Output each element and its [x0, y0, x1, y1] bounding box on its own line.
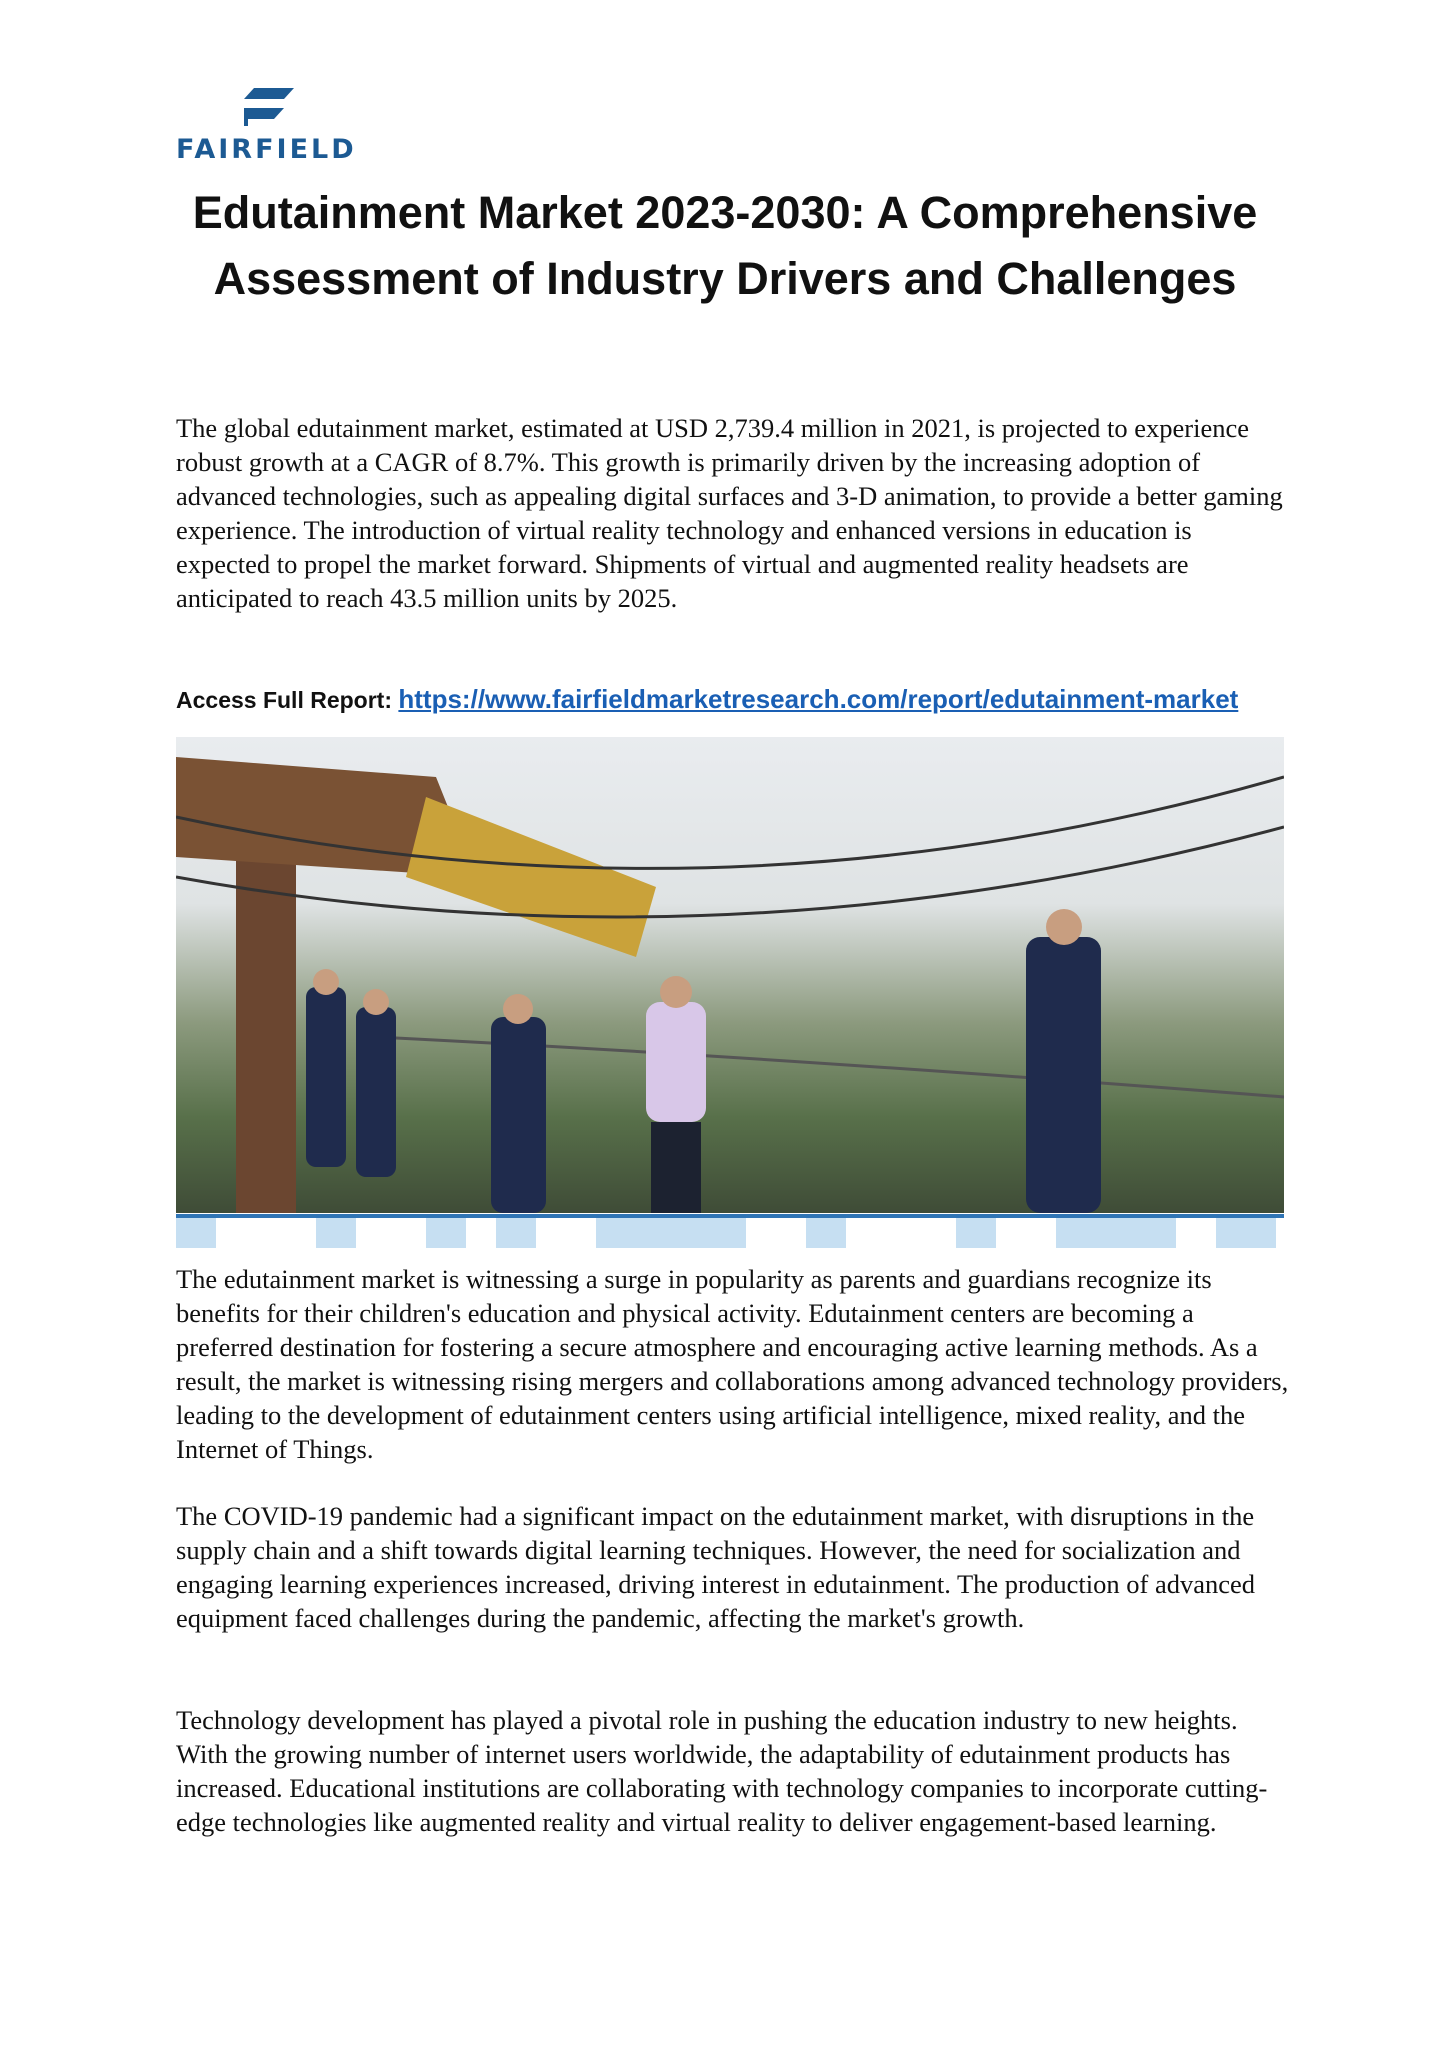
fairfield-logo [176, 84, 376, 164]
photo-illustration [176, 737, 1284, 1213]
covid-paragraph: The COVID-19 pandemic had a significant impact on the edutainment market, with disruptions in the supply chain and a shift towards digital learning techniques. However, the need for socialization and engaging learning experiences increased, driving interest in edutainment. The production of advanced equipment faced challenges during the pandemic, affecting the market's growth. [176, 1501, 1255, 1633]
kids-ropes-course-photo [176, 737, 1284, 1213]
page-title: Edutainment Market 2023-2030: A Comprehensive Assessment of Industry Drivers and Challenges [192, 187, 1258, 304]
fairfield-logo-icon [176, 84, 376, 134]
report-link[interactable]: https://www.fairfieldmarketresearch.com/report/edutainment-market [398, 684, 1239, 714]
technology-paragraph: Technology development has played a pivotal role in pushing the education industry to new heights. With the growing number of internet users worldwide, the adaptability of edutainment products has increased. Educational institutions are collaborating with technology companies to incorporate cutting-edge technologies like augmented reality and virtual reality to deliver engagement-based learning. [176, 1705, 1268, 1837]
access-full-report [176, 684, 1238, 715]
access-label: Access Full Report: [176, 687, 392, 713]
intro-paragraph: The global edutainment market, estimated at USD 2,739.4 million in 2021, is projected to experience robust growth at a CAGR of 8.7%. This growth is primarily driven by the increasing adoption of advanced technologies, such as appealing digital surfaces and 3-D animation, to provide a better gaming experience. The introduction of virtual reality technology and enhanced versions in education is expected to propel the market forward. Shipments of virtual and augmented reality headsets are anticipated to reach 43.5 million units by 2025. [176, 413, 1283, 613]
popularity-paragraph: The edutainment market is witnessing a surge in popularity as parents and guardians recognize its benefits for their children's education and physical activity. Edutainment centers are becoming a preferred destination for fostering a secure atmosphere and encouraging active learning methods. As a result, the market is witnessing rising mergers and collaborations among advanced technology providers, leading to the development of edutainment centers using artificial intelligence, mixed reality, and the Internet of Things. [176, 1264, 1289, 1464]
logo-text: FAIRFIELD [176, 134, 357, 165]
watermark-band [176, 1218, 1284, 1248]
